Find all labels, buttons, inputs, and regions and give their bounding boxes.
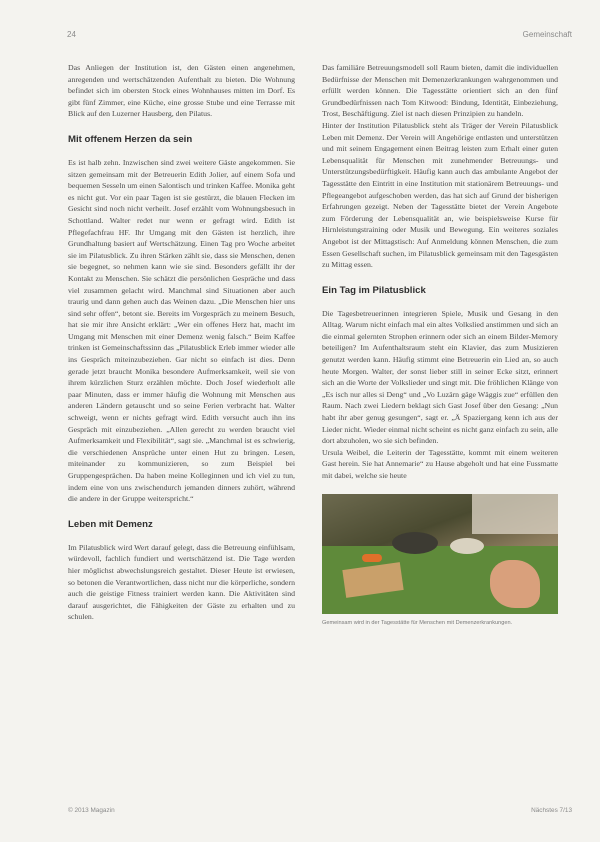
body-paragraph: Es ist halb zehn. Inzwischen sind zwei weitere Gäste angekommen. Sie sitzen gemeinsam mit der Betreuerin Edith Jolier, auf einem Sofa und bequemen Sesseln um einen Salontisch und trinken Kaffee. Monika geht es nicht gut. Vor ein paar Tagen ist sie gestürzt, die blauen Flecken im Gesicht sind noch nicht verheilt. Josef erzählt vom Wohnungsbesuch in Schottland. Walter redet nur wenn er gefragt wird. Edith ist Pflegefachfrau HF. Ihr Umgang mit den Gästen ist herzlich, ihre Grundhaltung basiert auf Wertschätzung. Einen Tag pro Woche arbeitet sie im Pilatusblick. Zu ihren Stärken zählt sie, dass sie Menschen, denen sie begegnet, so nehmen kann wie sie sind. Besonders gefällt ihr der Kontakt zu Menschen. Sie schätzt die persönlichen Gespräche und dass viel zusammen gelacht wird. Manchmal sind Situationen aber auch traurig und dann gehen auch das Weinen dazu. „Die Menschen hier uns sind sehr offen“, betont sie. Bereits im Vorgespräch zu meinem Besuch, hat sie mir ihre Ansicht erklärt: „Wer ein offenes Herz hat, macht im Umgang mit Menschen mit einer Demenz wenig falsch.“ Beim Kaffee trinken ist Gemeinschaftssinn das „Pilatusblick Erleb immer wieder alle ins Gespräch miteinzubeziehen. Gar nicht so einfach ist dies. Denn gerade jetzt braucht Monika besondere Aufmerksamkeit, weil sie von ihrem kürzlichen Sturz erzählen möchte. Doch Josef wiederholt alle paar Minuten, dass er immer häufig die Wohnung mit Menschen aus anderen Ländern getauscht und so seine Ferien verbracht hat. Walter schweigt, wenn er nichts gefragt wird. Edith versucht auch ihn ins Gespräch mit einzubeziehen. „Allen gerecht zu werden braucht viel Aufmerksamkeit und Flexibilität“, sagt sie. „Manchmal ist es schwierig, die verschiedenen Ansprüche unter einen Hut zu bringen. Lesen, miteinander zu kommunizieren, so zum Beispiel bei Gruppengesprächen. Da haben meine Kolleginnen und ich viel zu tun, indem eine von uns zwischendurch jemanden dinners zuhört, während die andere in der Gruppe weiterspricht.“ xyxy=(68,157,295,504)
intro-paragraph: Das Anliegen der Institution ist, den Gästen einen angenehmen, anregenden und wertschätzenden Aufenthalt zu bieten. Die Wohnung befindet sich im obersten Stock eines Wohnhauses mitten im Dorf. Es gibt fünf Zimmer, eine Küche, eine grosse Stube und eine Terrasse mit Blick auf den Luzerner Hausberg, den Pilatus. xyxy=(68,63,295,119)
dark-bowl xyxy=(392,532,438,554)
footer-right: Nächstes 7/13 xyxy=(531,807,572,814)
body-paragraph: Im Pilatusblick wird Wert darauf gelegt, dass die Betreuung einfühlsam, würdevoll, fachlich fundiert und wertschätzend ist. Die Tage werden hier möglichst abwechslungsreich gestaltet. Dieser Heute ist erwiesen, so betonen die Verantwortlichen, dass nicht nur die körperliche, sondern auch die geistige Fitness trainiert werden kann. Die Aktivitäten sind darauf ausgerichtet, die Fähigkeiten der Gäste zu erhalten und zu schulen. xyxy=(68,542,295,622)
right-column xyxy=(322,62,558,627)
section-label: Gemeinschaft xyxy=(522,30,572,39)
kitchen-activity-photo xyxy=(322,494,558,614)
carrot xyxy=(362,554,382,562)
page-number: 24 xyxy=(67,30,76,39)
body-paragraph: Das familiäre Betreuungsmodell soll Raum bieten, damit die individuellen Bedürfnisse der Menschen mit Demenzerkrankungen wahrgenommen und erfüllt werden können. Die Tagesstätte orientiert sich an den fünf Grundbedürfnissen nach Tom Kitwood: Bindung, Identität, Einbeziehung, Trost, Beschäftigung. Ziel ist nach diesen Prinzipien zu handeln. xyxy=(322,63,558,119)
body-paragraph: Die Tagesbetreuerinnen integrieren Spiele, Musik und Gesang in den Alltag. Warum nicht einfach mal ein altes Volkslied anstimmen und sich an die einmal gelernten Strophen erinnern oder sich an einem Bilder-Memory beteiligen? Im Aufenthaltsraum steht ein Klavier, das zum Musizieren genutzt werden kann. Häufig stimmt eine Betreuerin ein Lied an, so auch heute Morgen. Walter, der sonst lieber still in seiner Ecke sitzt, erinnert sich an die Worte der Volkslieder und singt mit. Die fröhlichen Klänge von „Es isch nur alles si Deng“ und „Vo Luzärn gäge Wäggis zue“ erfüllen den Raum. Nach zwei Liedern beklagt sich Gast Josef über den Gesang: „Nun habt ihr aber genug gesungen“, sagt er. „Ä Spaziergang kenn ich aus der Lieder nicht. Wieder einmal nicht scheint es nicht ganz einfach zu sein, alle dort abzuholen, wo sie sich befinden. xyxy=(322,308,558,446)
heading-leben-mit-demenz: Leben mit Demenz xyxy=(68,518,153,530)
body-paragraph: Hinter der Institution Pilatusblick steht als Träger der Verein Pilatusblick Leben mit Demenz. Der Verein will Angehörige entlasten und unterstützen und mit seinem Engagement einen Beitrag leisten zum Erhalt einer guten Lebensqualität für Menschen mit zunehmender Betreuungs- und Unterstützungsbedürftigkeit. Häufig kann auch das ambulante Angebot der Tagesstätte den Eintritt in eine Institution mit stationärem Betreuungs- und Pflegeangebot aufgeschoben werden, das hat sich auf Grund der bisherigen Erfahrungen gezeigt. Neben der Tagesstätte bietet der Verein Angebote zum Förderung der Lebensqualität an, wie beispielsweise Kurse für Hirnleistungstraining oder Musik und Bewegung. Ein weiteres soziales Angebot ist der Mittagstisch: Auf Anmeldung können Menschen, die zum Essen Gesellschaft suchen, im Pilatusblick gemeinsam mit den Tagesgästen zu Mittag essen. xyxy=(322,120,558,270)
page-header xyxy=(0,0,600,44)
body-paragraph: Ursula Weibel, die Leiterin der Tagesstätte, kommt mit einem weiteren Gast herein. Sie hat Annemarie“ zu Hause abgeholt und hat eine Fussmatte mit dabei, welche sie heute xyxy=(322,447,558,480)
footer-left: © 2013 Magazin xyxy=(68,807,115,814)
photo-caption: Gemeinsam wird in der Tagesstätte für Menschen mit Demenzerkrankungen. xyxy=(322,619,513,626)
heading-offenem-herzen: Mit offenem Herzen da sein xyxy=(68,133,193,145)
white-bowl xyxy=(450,538,484,554)
heading-ein-tag: Ein Tag im Pilatusblick xyxy=(322,284,426,296)
hands xyxy=(490,560,540,608)
window-light xyxy=(472,494,558,534)
left-column xyxy=(68,62,295,623)
